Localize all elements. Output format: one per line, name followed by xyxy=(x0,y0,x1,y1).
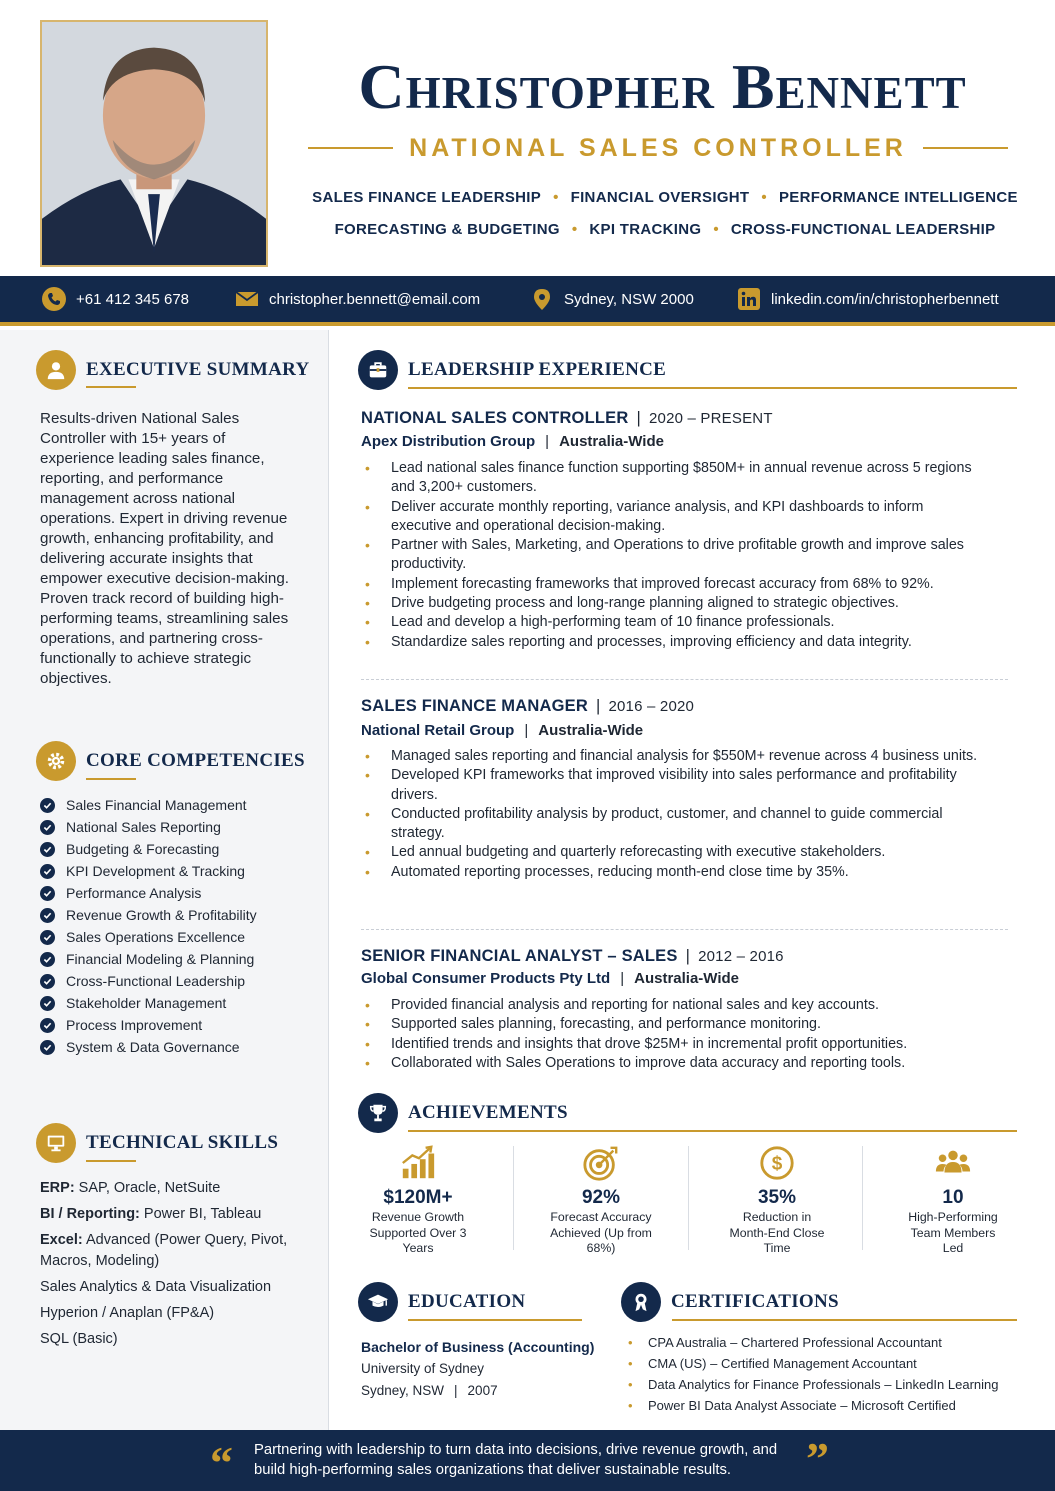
section-underline xyxy=(86,386,136,388)
skill-excel: Excel: Advanced (Power Query, Pivot, Macros, Modeling) xyxy=(40,1232,288,1269)
section-underline xyxy=(408,1130,1017,1132)
award-ribbon-icon xyxy=(621,1282,661,1322)
svg-text:$: $ xyxy=(771,1153,783,1175)
list-item: Stakeholder Management xyxy=(40,992,310,1014)
list-item: • Standardize sales reporting and processes, improving efficiency and data integrity. xyxy=(365,633,985,652)
profile-photo xyxy=(40,20,268,267)
section-underline xyxy=(86,778,136,780)
contact-phone[interactable]: +61 412 345 678 xyxy=(42,276,189,322)
check-icon xyxy=(40,908,55,923)
location-pin-icon xyxy=(530,287,554,311)
trophy-icon xyxy=(358,1093,398,1133)
check-icon xyxy=(40,1018,55,1033)
competencies-list xyxy=(40,794,310,1058)
list-item: • Supported sales planning, forecasting, and performance monitoring. xyxy=(365,1015,985,1034)
close-quote-icon: ” xyxy=(806,1433,829,1484)
open-quote-icon: “ xyxy=(210,1437,233,1488)
list-item: • Lead national sales finance function supporting $850M+ in annual revenue across 5 regions and 3,200+ customers. xyxy=(365,459,985,498)
job-title-banner xyxy=(308,132,1008,164)
gear-icon xyxy=(36,741,76,781)
list-item: Sales Operations Excellence xyxy=(40,926,310,948)
list-item: KPI Development & Tracking xyxy=(40,860,310,882)
achievement-forecast: 92% Forecast Accuracy Achieved (Up from 68%) xyxy=(516,1143,686,1255)
job-2-title-line: SALES FINANCE MANAGER | 2016 – 2020 xyxy=(361,697,695,715)
list-item: • Deliver accurate monthly reporting, variance analysis, and KPI dashboards to inform executive and operational decision-making. xyxy=(365,498,985,537)
section-underline xyxy=(408,387,1017,389)
team-icon xyxy=(934,1144,972,1182)
footer-quote: Partnering with leadership to turn data into decisions, drive revenue growth, and build high-performing sales organizations that deliver sustainable results. xyxy=(254,1442,778,1478)
list-item: • Collaborated with Sales Operations to improve data accuracy and reporting tools. xyxy=(365,1054,985,1073)
specialty-tag: FORECASTING & BUDGETING xyxy=(334,221,560,238)
specialty-tag: PERFORMANCE INTELLIGENCE xyxy=(778,189,1018,206)
achievements-heading: ACHIEVEMENTS xyxy=(358,1093,568,1133)
check-icon xyxy=(40,798,55,813)
growth-chart-icon xyxy=(399,1144,437,1182)
list-item: Budgeting & Forecasting xyxy=(40,838,310,860)
job-1-company-line: Apex Distribution Group | Australia-Wide xyxy=(361,433,664,450)
check-icon xyxy=(40,996,55,1011)
graduation-cap-icon xyxy=(358,1282,398,1322)
candidate-name: Christopher Bennett xyxy=(358,51,967,122)
title-rule-left xyxy=(308,147,393,149)
job-1-bullets xyxy=(365,459,985,652)
job-3-title-line: SENIOR FINANCIAL ANALYST – SALES | 2012 – 2016 xyxy=(361,947,784,965)
contact-location[interactable]: Sydney, NSW 2000 xyxy=(530,276,694,322)
list-item: • Led annual budgeting and quarterly reforecasting with executive stakeholders. xyxy=(365,843,985,862)
linkedin-icon xyxy=(737,287,761,311)
specialty-tag: SALES FINANCE LEADERSHIP xyxy=(312,189,542,206)
list-item: Sales Financial Management xyxy=(40,794,310,816)
list-item: Revenue Growth & Profitability xyxy=(40,904,310,926)
list-item: • Conducted profitability analysis by product, customer, and channel to guide commercial strategy. xyxy=(365,805,985,844)
job-2-bullets xyxy=(365,747,985,882)
specialty-tag: CROSS-FUNCTIONAL LEADERSHIP xyxy=(730,221,996,238)
check-icon xyxy=(40,952,55,967)
footer-quote-bar xyxy=(0,1430,1055,1491)
list-item: • Managed sales reporting and financial analysis for $550M+ revenue across 4 business units. xyxy=(365,747,985,766)
education-heading: EDUCATION xyxy=(358,1282,525,1322)
job-divider xyxy=(361,679,1008,680)
headline-title: NATIONAL SALES CONTROLLER xyxy=(409,133,907,162)
list-item: • Developed KPI frameworks that improved visibility into sales performance and profitability drivers. xyxy=(365,766,985,805)
dollar-icon xyxy=(758,1144,796,1182)
check-icon xyxy=(40,1040,55,1055)
school: University of Sydney xyxy=(361,1361,485,1376)
check-icon xyxy=(40,974,55,989)
phone-icon xyxy=(42,287,66,311)
job-1-title-line: NATIONAL SALES CONTROLLER | 2020 – PRESENT xyxy=(361,409,773,427)
technical-skills-list xyxy=(40,1178,310,1355)
list-item: System & Data Governance xyxy=(40,1036,310,1058)
title-rule-right xyxy=(923,147,1008,149)
list-item: National Sales Reporting xyxy=(40,816,310,838)
specialty-tags-row-2: FORECASTING & BUDGETING • KPI TRACKING • CROSS-FUNCTIONAL LEADERSHIP xyxy=(334,221,996,238)
list-item: • Data Analytics for Finance Professionals – LinkedIn Learning xyxy=(628,1374,998,1395)
achievement-divider xyxy=(513,1146,514,1250)
briefcase-icon xyxy=(358,350,398,390)
list-item: • Implement forecasting frameworks that improved forecast accuracy from 68% to 92%. xyxy=(365,575,985,594)
specialty-tags-row-1: SALES FINANCE LEADERSHIP • FINANCIAL OVERSIGHT • PERFORMANCE INTELLIGENCE xyxy=(312,189,1018,206)
skill-erp: ERP: SAP, Oracle, NetSuite xyxy=(40,1180,221,1196)
skill-bi: BI / Reporting: Power BI, Tableau xyxy=(40,1206,262,1222)
leadership-experience-heading: LEADERSHIP EXPERIENCE xyxy=(358,350,666,390)
specialty-tag: FINANCIAL OVERSIGHT xyxy=(570,189,750,206)
check-icon xyxy=(40,842,55,857)
achievement-close-time: $ 35% Reduction in Month-End Close Time xyxy=(692,1143,862,1255)
monitor-icon xyxy=(36,1123,76,1163)
list-item: • Identified trends and insights that drove $25M+ in incremental profit opportunities. xyxy=(365,1035,985,1054)
check-icon xyxy=(40,820,55,835)
contact-bar xyxy=(0,276,1055,326)
envelope-icon xyxy=(235,287,259,311)
list-item: Cross-Functional Leadership xyxy=(40,970,310,992)
skill-analytics: Sales Analytics & Data Visualization xyxy=(40,1279,272,1295)
core-competencies-heading: CORE COMPETENCIES xyxy=(36,741,305,781)
executive-summary-text: Results-driven National Sales Controller with 15+ years of experience leading sales finance, reporting, and performance management across national operations. Expert in driving revenue growth, enhancing profitability, and delivering accurate insights that empower executive decision-making. Proven track record of building high-performing teams, streamlining sales operations, and partnering cross-functionally to achieve strategic objectives. xyxy=(40,410,290,687)
job-3-bullets xyxy=(365,996,985,1073)
check-icon xyxy=(40,864,55,879)
certifications-list xyxy=(628,1332,998,1416)
specialty-tag: KPI TRACKING xyxy=(589,221,702,238)
section-underline xyxy=(408,1319,582,1321)
list-item: • CMA (US) – Certified Management Accountant xyxy=(628,1353,998,1374)
list-item: Performance Analysis xyxy=(40,882,310,904)
contact-email[interactable]: christopher.bennett@email.com xyxy=(235,276,480,322)
section-underline xyxy=(672,1319,1017,1321)
achievement-revenue: $120M+ Revenue Growth Supported Over 3 Years xyxy=(333,1143,503,1255)
executive-summary-heading: EXECUTIVE SUMMARY xyxy=(36,350,309,390)
job-2-company-line: National Retail Group | Australia-Wide xyxy=(361,722,644,739)
job-divider xyxy=(361,929,1008,930)
check-icon xyxy=(40,886,55,901)
certifications-heading: CERTIFICATIONS xyxy=(621,1282,839,1322)
skill-sql: SQL (Basic) xyxy=(40,1331,118,1347)
degree: Bachelor of Business (Accounting) xyxy=(361,1339,595,1355)
list-item: • Automated reporting processes, reducing month-end close time by 35%. xyxy=(365,863,985,882)
list-item: • Partner with Sales, Marketing, and Operations to drive profitable growth and improve sales productivity. xyxy=(365,536,985,575)
technical-skills-heading: TECHNICAL SKILLS xyxy=(36,1123,278,1163)
person-icon xyxy=(36,350,76,390)
school-location: Sydney, NSW | 2007 xyxy=(361,1383,498,1398)
contact-linkedin[interactable]: linkedin.com/in/christopherbennett xyxy=(737,276,999,322)
list-item: • CPA Australia – Chartered Professional Accountant xyxy=(628,1332,998,1353)
achievement-divider xyxy=(688,1146,689,1250)
list-item: Process Improvement xyxy=(40,1014,310,1036)
list-item: • Lead and develop a high-performing team of 10 finance professionals. xyxy=(365,613,985,632)
list-item: • Provided financial analysis and reporting for national sales and key accounts. xyxy=(365,996,985,1015)
list-item: • Power BI Data Analyst Associate – Microsoft Certified xyxy=(628,1395,998,1416)
skill-planning: Hyperion / Anaplan (FP&A) xyxy=(40,1305,215,1321)
list-item: Financial Modeling & Planning xyxy=(40,948,310,970)
resume-header xyxy=(0,0,1055,276)
achievement-divider xyxy=(862,1146,863,1250)
education-details xyxy=(361,1336,594,1402)
check-icon xyxy=(40,930,55,945)
job-3-company-line: Global Consumer Products Pty Ltd | Australia-Wide xyxy=(361,970,739,987)
achievement-team: 10 High-Performing Team Members Led xyxy=(868,1143,1038,1255)
target-icon xyxy=(582,1144,620,1182)
list-item: • Drive budgeting process and long-range planning aligned to strategic objectives. xyxy=(365,594,985,613)
section-underline xyxy=(86,1160,136,1162)
